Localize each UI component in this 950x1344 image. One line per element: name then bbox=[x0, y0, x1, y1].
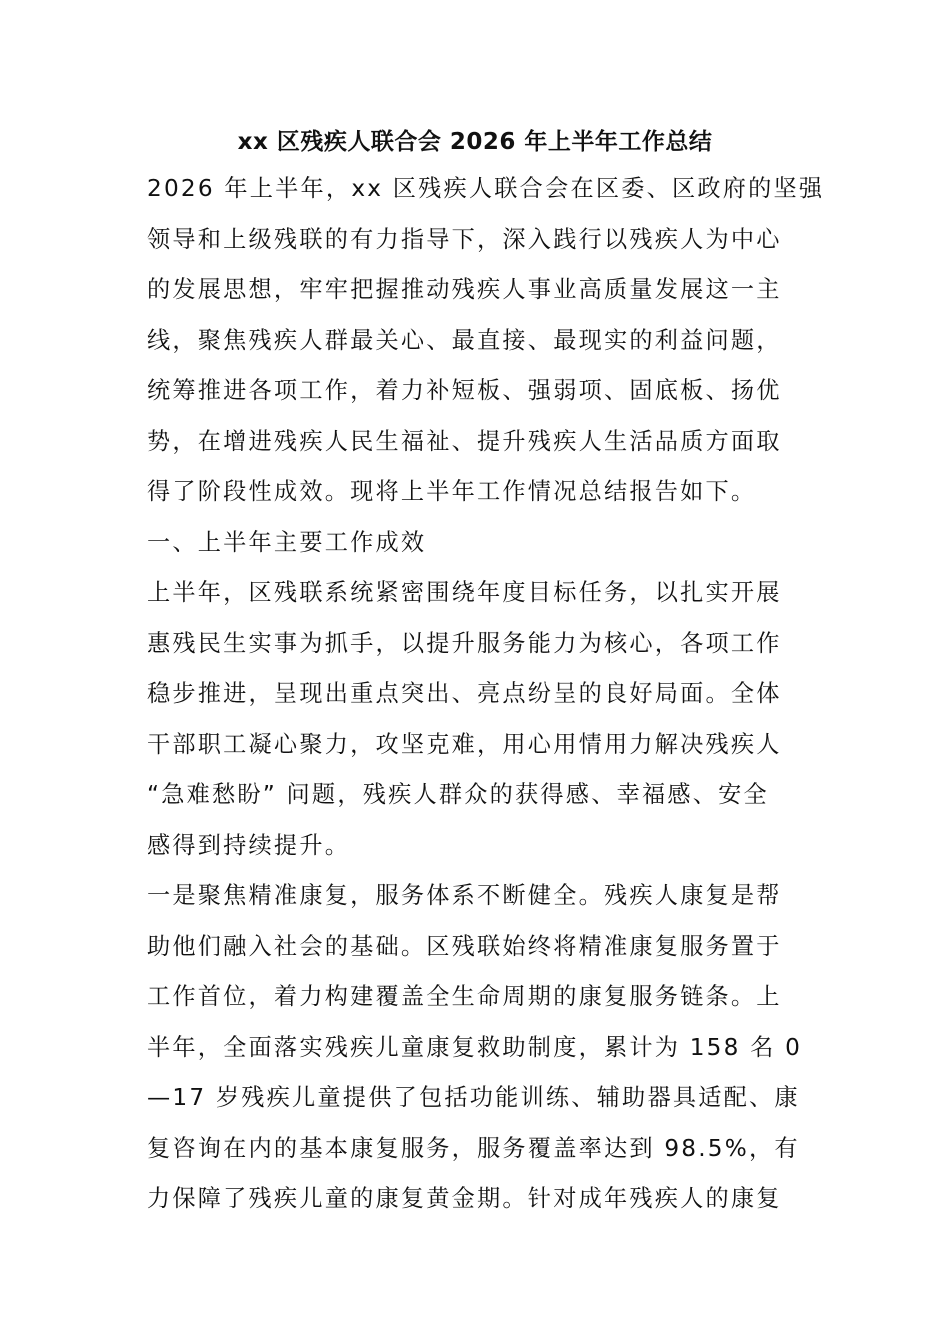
document-body bbox=[147, 164, 825, 1225]
text-line: 势，在增进残疾人民生福祉、提升残疾人生活品质方面取 bbox=[147, 427, 782, 455]
text-line: 的发展思想，牢牢把握推动残疾人事业高质量发展这一主 bbox=[147, 276, 782, 303]
text-line: —17 岁残疾儿童提供了包括功能训练、辅助器具适配、康 bbox=[147, 1084, 800, 1111]
text-line: 半年，全面落实残疾儿童康复救助制度，累计为 158 名 0 bbox=[147, 1033, 803, 1061]
text-line: 干部职工凝心聚力，攻坚克难，用心用情用力解决残疾人 bbox=[147, 730, 782, 758]
text-line: 统筹推进各项工作，着力补短板、强弱项、固底板、扬优 bbox=[147, 377, 782, 404]
text-line: 力保障了残疾儿童的康复黄金期。针对成年残疾人的康复 bbox=[147, 1185, 782, 1212]
text-line: 复咨询在内的基本康复服务，服务覆盖率达到 98.5%，有 bbox=[147, 1134, 800, 1162]
text-line: 得了阶段性成效。现将上半年工作情况总结报告如下。 bbox=[147, 478, 757, 505]
section-heading: 一、上半年主要工作成效 bbox=[147, 528, 427, 556]
text-line: 2026 年上半年，xx 区残疾人联合会在区委、区政府的坚强 bbox=[147, 175, 825, 202]
text-line: 工作首位，着力构建覆盖全生命周期的康复服务链条。上 bbox=[147, 983, 782, 1010]
text-line: 惠残民生实事为抓手，以提升服务能力为核心，各项工作 bbox=[147, 629, 782, 657]
document-title: xx 区残疾人联合会 2026 年上半年工作总结 bbox=[237, 129, 713, 155]
text-line: 线，聚焦残疾人群最关心、最直接、最现实的利益问题， bbox=[147, 326, 782, 354]
text-line: 一是聚焦精准康复，服务体系不断健全。残疾人康复是帮 bbox=[147, 882, 782, 909]
text-line: 助他们融入社会的基础。区残联始终将精准康复服务置于 bbox=[147, 932, 782, 960]
text-line: 稳步推进，呈现出重点突出、亮点纷呈的良好局面。全体 bbox=[147, 680, 782, 707]
text-line: 感得到持续提升。 bbox=[147, 831, 351, 859]
text-line: “急难愁盼” 问题，残疾人群众的获得感、幸福感、安全 bbox=[147, 781, 769, 808]
text-line: 上半年，区残联系统紧密围绕年度目标任务，以扎实开展 bbox=[147, 579, 782, 606]
text-line: 领导和上级残联的有力指导下，深入践行以残疾人为中心 bbox=[147, 225, 782, 253]
